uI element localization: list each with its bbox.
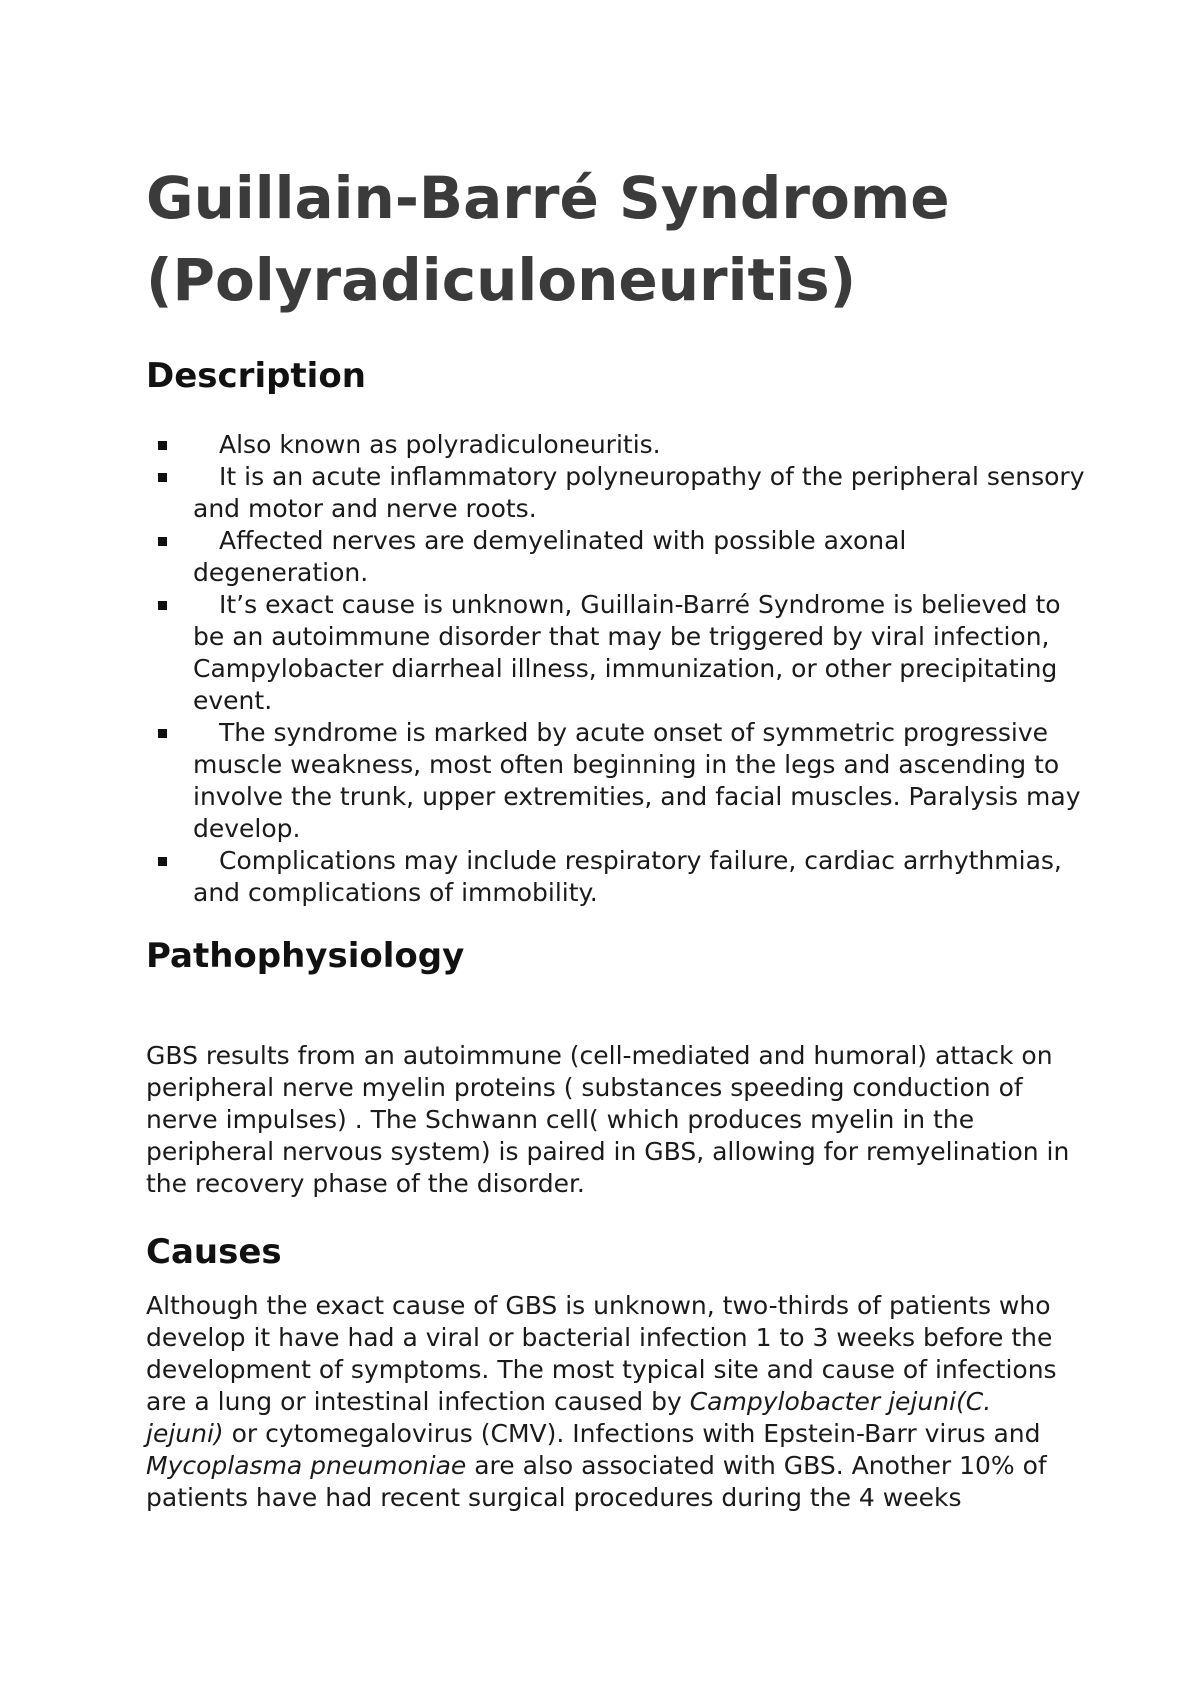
- square-bullet-icon: [158, 473, 167, 482]
- causes-heading: Causes: [146, 1232, 282, 1272]
- square-bullet-icon: [158, 601, 167, 610]
- list-item-text: Affected nerves are demyelinated with possible axonal degeneration.: [193, 526, 907, 587]
- list-item: [146, 525, 1086, 589]
- list-item: [146, 589, 1086, 717]
- square-bullet-icon: [158, 441, 167, 450]
- list-item-text: Also known as polyradiculoneuritis.: [219, 430, 661, 459]
- list-item-text: Complications may include respiratory failure, cardiac arrhythmias, and complications of immobility.: [193, 846, 1062, 907]
- description-heading: Description: [146, 356, 366, 396]
- square-bullet-icon: [158, 857, 167, 866]
- list-item: [146, 845, 1086, 909]
- square-bullet-icon: [158, 537, 167, 546]
- causes-text: or cytomegalovirus (CMV). Infections with Epstein-Barr virus and: [223, 1419, 1041, 1448]
- pathophysiology-heading: Pathophysiology: [146, 936, 465, 976]
- list-item-text: It’s exact cause is unknown, Guillain-Barré Syndrome is believed to be an autoimmune disorder that may be triggered by viral infection, Campylobacter diarrheal illness, immunization, or other precipitating event.: [193, 590, 1061, 715]
- causes-paragraph: [146, 1290, 1076, 1514]
- description-list: [146, 429, 1086, 909]
- list-item: [146, 429, 1086, 461]
- list-item: [146, 461, 1086, 525]
- causes-text: are also associated with GBS. Another 10% of patients have had recent surgical procedures during the 4 weeks: [146, 1451, 1047, 1512]
- pathophysiology-paragraph: GBS results from an autoimmune (cell-mediated and humoral) attack on peripheral nerve myelin proteins ( substances speeding conduction of nerve impulses) . The Schwann cell( which produces myelin in the peripheral nervous system) is paired in GBS, allowing for remyelination in the recovery phase of the disorder.: [146, 1041, 1070, 1198]
- list-item: [146, 717, 1086, 845]
- list-item-text: The syndrome is marked by acute onset of symmetric progressive muscle weakness, most often beginning in the legs and ascending to involve the trunk, upper extremities, and facial muscles. Paralysis may develop.: [193, 718, 1081, 843]
- list-item-text: It is an acute inflammatory polyneuropathy of the peripheral sensory and motor and nerve roots.: [193, 462, 1085, 523]
- causes-text: Although the exact cause of GBS is unknown, two-thirds of patients who develop it have had a viral or bacterial infection 1 to 3 weeks before the development of symptoms. The most typical site and cause of infections are a lung or intestinal infection caused by: [146, 1291, 1057, 1416]
- page-title: Guillain-Barré Syndrome (Polyradiculoneuritis): [146, 164, 950, 314]
- square-bullet-icon: [158, 729, 167, 738]
- organism-name: Mycoplasma pneumoniae: [146, 1451, 467, 1480]
- organism-name: Campylobacter jejuni(C. jejuni): [146, 1387, 992, 1448]
